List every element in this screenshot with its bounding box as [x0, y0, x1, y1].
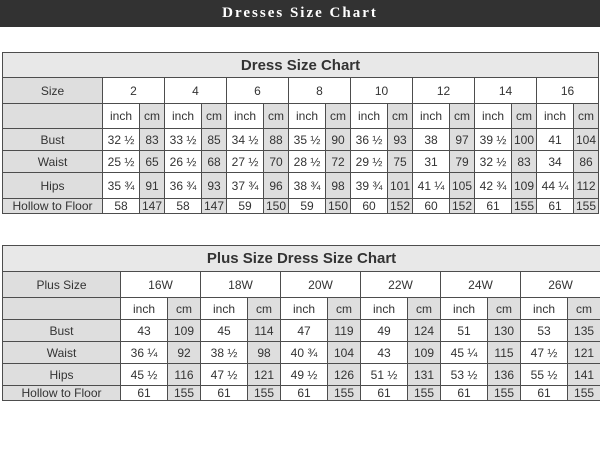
measurement-value-cm: 75 [388, 151, 413, 173]
measurement-value-cm: 96 [264, 173, 289, 199]
size-row-label: Size [3, 78, 103, 104]
measurement-value-cm: 105 [450, 173, 475, 199]
measurement-value-inch: 36 ¼ [121, 342, 168, 364]
measurement-value-cm: 155 [574, 199, 599, 214]
measurement-value-inch: 26 ½ [165, 151, 202, 173]
unit-header-inch: inch [165, 104, 202, 129]
size-header: 18W [201, 272, 281, 298]
measurement-value-cm: 109 [168, 320, 201, 342]
measurement-value-cm: 152 [388, 199, 413, 214]
page-title: Dresses Size Chart [222, 5, 378, 21]
unit-header-inch: inch [413, 104, 450, 129]
measurement-label: Bust [3, 129, 103, 151]
measurement-value-inch: 61 [121, 386, 168, 401]
measurement-value-inch: 45 ¼ [441, 342, 488, 364]
measurement-value-inch: 61 [537, 199, 574, 214]
measurement-value-inch: 39 ½ [475, 129, 512, 151]
measurement-value-cm: 126 [328, 364, 361, 386]
measurement-value-inch: 61 [521, 386, 568, 401]
measurement-value-inch: 60 [413, 199, 450, 214]
measurement-value-inch: 35 ½ [289, 129, 326, 151]
measurement-value-cm: 83 [140, 129, 165, 151]
unit-header-inch: inch [201, 298, 248, 320]
measurement-value-inch: 31 [413, 151, 450, 173]
measurement-value-cm: 104 [574, 129, 599, 151]
measurement-value-inch: 40 ¾ [281, 342, 328, 364]
unit-row-spacer [3, 298, 121, 320]
unit-header-cm: cm [568, 298, 600, 320]
measurement-value-inch: 32 ½ [475, 151, 512, 173]
measurement-value-cm: 155 [512, 199, 537, 214]
measurement-value-inch: 43 [361, 342, 408, 364]
unit-header-inch: inch [537, 104, 574, 129]
measurement-value-cm: 121 [248, 364, 281, 386]
measurement-value-cm: 109 [408, 342, 441, 364]
measurement-value-cm: 90 [326, 129, 351, 151]
measurement-value-inch: 33 ½ [165, 129, 202, 151]
measurement-value-cm: 136 [488, 364, 521, 386]
unit-header-inch: inch [351, 104, 388, 129]
table-row [3, 364, 600, 386]
measurement-value-cm: 85 [202, 129, 227, 151]
unit-header-cm: cm [202, 104, 227, 129]
measurement-value-cm: 155 [328, 386, 361, 401]
measurement-value-inch: 39 ¾ [351, 173, 388, 199]
measurement-value-cm: 147 [140, 199, 165, 214]
measurement-value-cm: 83 [512, 151, 537, 173]
measurement-value-inch: 61 [475, 199, 512, 214]
measurement-value-cm: 97 [450, 129, 475, 151]
measurement-value-inch: 60 [351, 199, 388, 214]
charts-container [0, 52, 600, 401]
measurement-value-cm: 155 [488, 386, 521, 401]
measurement-value-inch: 51 ½ [361, 364, 408, 386]
measurement-value-inch: 61 [281, 386, 328, 401]
measurement-value-cm: 68 [202, 151, 227, 173]
measurement-value-inch: 43 [121, 320, 168, 342]
measurement-value-cm: 93 [202, 173, 227, 199]
measurement-value-cm: 152 [450, 199, 475, 214]
table-row [3, 386, 600, 401]
unit-header-inch: inch [281, 298, 328, 320]
measurement-value-cm: 104 [328, 342, 361, 364]
unit-header-inch: inch [289, 104, 326, 129]
unit-header-inch: inch [103, 104, 140, 129]
measurement-value-cm: 91 [140, 173, 165, 199]
size-header: 24W [441, 272, 521, 298]
measurement-value-inch: 25 ½ [103, 151, 140, 173]
measurement-value-inch: 55 ½ [521, 364, 568, 386]
measurement-value-cm: 147 [202, 199, 227, 214]
unit-header-cm: cm [328, 298, 361, 320]
size-header: 8 [289, 78, 351, 104]
measurement-value-inch: 37 ¾ [227, 173, 264, 199]
app-title-bar [0, 0, 600, 27]
measurement-value-inch: 58 [165, 199, 202, 214]
measurement-value-cm: 121 [568, 342, 600, 364]
measurement-value-cm: 119 [328, 320, 361, 342]
measurement-value-inch: 38 ¾ [289, 173, 326, 199]
measurement-value-inch: 38 ½ [201, 342, 248, 364]
measurement-value-cm: 86 [574, 151, 599, 173]
measurement-value-inch: 59 [227, 199, 264, 214]
unit-header-cm: cm [488, 298, 521, 320]
unit-header-cm: cm [512, 104, 537, 129]
measurement-label: Hips [3, 364, 121, 386]
unit-header-inch: inch [521, 298, 568, 320]
plus-size-dress-chart-table [2, 245, 600, 401]
measurement-value-cm: 112 [574, 173, 599, 199]
measurement-value-inch: 34 [537, 151, 574, 173]
size-header: 26W [521, 272, 600, 298]
unit-header-cm: cm [450, 104, 475, 129]
table-row [3, 199, 599, 214]
measurement-value-cm: 109 [512, 173, 537, 199]
measurement-label: Hollow to Floor [3, 199, 103, 214]
unit-header-cm: cm [326, 104, 351, 129]
measurement-value-cm: 88 [264, 129, 289, 151]
measurement-label: Waist [3, 342, 121, 364]
measurement-value-inch: 36 ¾ [165, 173, 202, 199]
measurement-value-inch: 59 [289, 199, 326, 214]
measurement-value-cm: 135 [568, 320, 600, 342]
measurement-value-cm: 131 [408, 364, 441, 386]
measurement-value-inch: 61 [201, 386, 248, 401]
measurement-label: Waist [3, 151, 103, 173]
measurement-value-cm: 155 [568, 386, 600, 401]
table-title: Plus Size Dress Size Chart [3, 246, 600, 272]
measurement-value-inch: 61 [361, 386, 408, 401]
table-row [3, 151, 599, 173]
measurement-value-cm: 150 [264, 199, 289, 214]
measurement-value-cm: 155 [168, 386, 201, 401]
measurement-value-inch: 29 ½ [351, 151, 388, 173]
measurement-value-inch: 49 [361, 320, 408, 342]
measurement-value-inch: 51 [441, 320, 488, 342]
measurement-value-cm: 114 [248, 320, 281, 342]
measurement-value-inch: 28 ½ [289, 151, 326, 173]
unit-header-inch: inch [227, 104, 264, 129]
measurement-value-inch: 49 ½ [281, 364, 328, 386]
measurement-value-inch: 35 ¾ [103, 173, 140, 199]
measurement-value-inch: 32 ½ [103, 129, 140, 151]
measurement-value-cm: 155 [408, 386, 441, 401]
size-header: 22W [361, 272, 441, 298]
measurement-value-inch: 45 ½ [121, 364, 168, 386]
measurement-value-inch: 42 ¾ [475, 173, 512, 199]
table-row [3, 320, 600, 342]
measurement-value-inch: 36 ½ [351, 129, 388, 151]
table-title: Dress Size Chart [3, 53, 599, 78]
measurement-value-cm: 116 [168, 364, 201, 386]
measurement-value-inch: 34 ½ [227, 129, 264, 151]
size-row-label: Plus Size [3, 272, 121, 298]
measurement-value-cm: 98 [326, 173, 351, 199]
measurement-value-inch: 41 [537, 129, 574, 151]
size-header: 4 [165, 78, 227, 104]
unit-header-cm: cm [264, 104, 289, 129]
unit-header-inch: inch [121, 298, 168, 320]
unit-header-cm: cm [574, 104, 599, 129]
size-header: 16W [121, 272, 201, 298]
measurement-value-cm: 92 [168, 342, 201, 364]
measurement-value-inch: 47 [281, 320, 328, 342]
size-header: 2 [103, 78, 165, 104]
unit-header-cm: cm [408, 298, 441, 320]
unit-header-inch: inch [361, 298, 408, 320]
measurement-label: Bust [3, 320, 121, 342]
measurement-value-cm: 70 [264, 151, 289, 173]
measurement-value-cm: 150 [326, 199, 351, 214]
measurement-value-cm: 124 [408, 320, 441, 342]
measurement-value-inch: 53 [521, 320, 568, 342]
measurement-value-cm: 115 [488, 342, 521, 364]
unit-header-cm: cm [168, 298, 201, 320]
size-header: 20W [281, 272, 361, 298]
table-row [3, 342, 600, 364]
measurement-value-inch: 58 [103, 199, 140, 214]
unit-header-cm: cm [140, 104, 165, 129]
measurement-value-inch: 61 [441, 386, 488, 401]
unit-header-cm: cm [388, 104, 413, 129]
measurement-value-cm: 93 [388, 129, 413, 151]
measurement-value-cm: 65 [140, 151, 165, 173]
unit-header-inch: inch [441, 298, 488, 320]
measurement-value-inch: 47 ½ [521, 342, 568, 364]
measurement-value-cm: 141 [568, 364, 600, 386]
table-row [3, 173, 599, 199]
unit-header-inch: inch [475, 104, 512, 129]
measurement-value-inch: 44 ¼ [537, 173, 574, 199]
measurement-value-cm: 155 [248, 386, 281, 401]
size-header: 16 [537, 78, 599, 104]
measurement-value-cm: 100 [512, 129, 537, 151]
unit-header-cm: cm [248, 298, 281, 320]
measurement-value-inch: 45 [201, 320, 248, 342]
measurement-label: Hollow to Floor [3, 386, 121, 401]
measurement-value-inch: 53 ½ [441, 364, 488, 386]
measurement-label: Hips [3, 173, 103, 199]
size-header: 14 [475, 78, 537, 104]
size-header: 6 [227, 78, 289, 104]
measurement-value-cm: 79 [450, 151, 475, 173]
measurement-value-inch: 38 [413, 129, 450, 151]
measurement-value-inch: 47 ½ [201, 364, 248, 386]
measurement-value-cm: 101 [388, 173, 413, 199]
measurement-value-inch: 27 ½ [227, 151, 264, 173]
measurement-value-cm: 130 [488, 320, 521, 342]
table-row [3, 129, 599, 151]
size-header: 12 [413, 78, 475, 104]
measurement-value-cm: 98 [248, 342, 281, 364]
measurement-value-inch: 41 ¼ [413, 173, 450, 199]
measurement-value-cm: 72 [326, 151, 351, 173]
unit-row-spacer [3, 104, 103, 129]
dress-size-chart-table [2, 52, 599, 214]
size-header: 10 [351, 78, 413, 104]
